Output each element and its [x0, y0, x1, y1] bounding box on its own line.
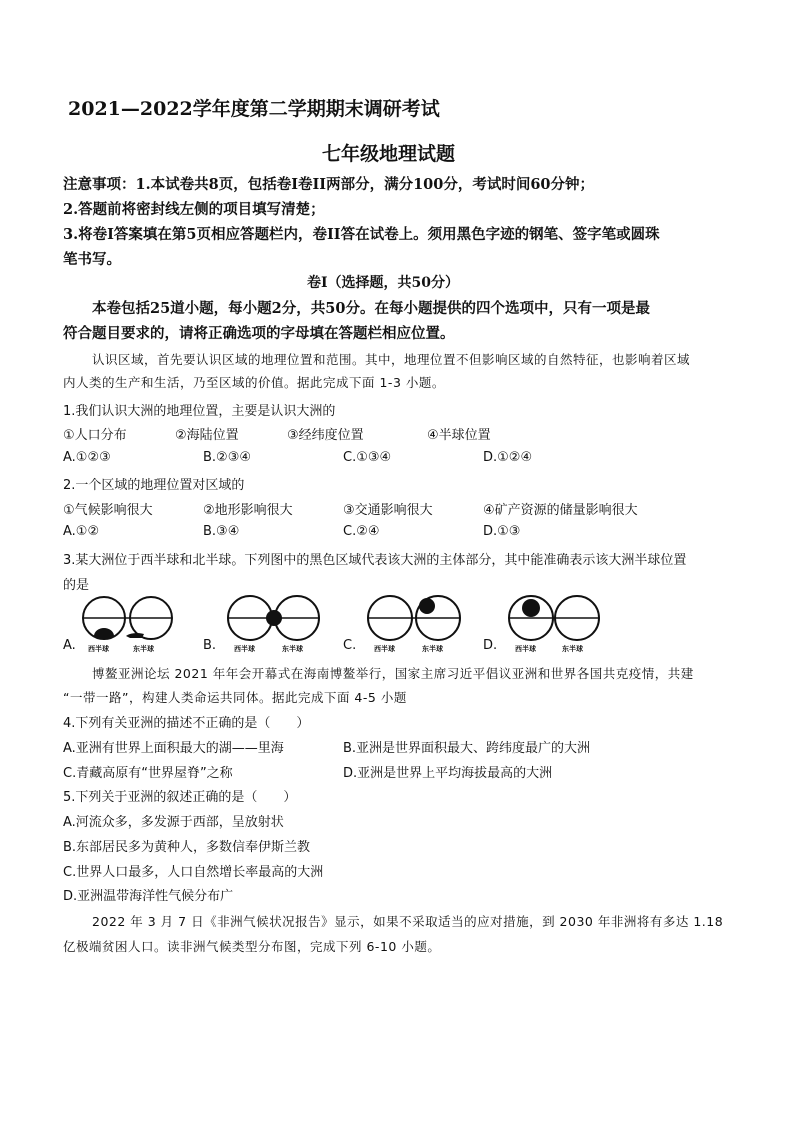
question-1-item: ④半球位置 — [427, 428, 491, 443]
hemisphere-diagram-d — [505, 594, 609, 654]
continent-shape — [94, 628, 114, 639]
passage-2-line-2: “一带一路”，构建人类命运共同体。据此完成下面 4-5 小题 — [63, 690, 407, 705]
exam-title: 2021—2022学年度第二学期期末调研考试 — [68, 98, 440, 120]
question-1-item: ②海陆位置 — [175, 428, 239, 443]
question-5-option-d[interactable]: D.亚洲温带海洋性气候分布广 — [63, 889, 234, 904]
question-2-option-c[interactable]: C.②④ — [343, 524, 380, 539]
question-2-option-d[interactable]: D.①③ — [483, 524, 521, 539]
question-5-option-c[interactable]: C.世界人口最多，人口自然增长率最高的大洲 — [63, 865, 324, 880]
east-hemisphere-label: 东半球 — [133, 645, 154, 653]
question-2-stem: 2.一个区域的地理位置对区域的 — [63, 478, 245, 493]
question-2-option-b[interactable]: B.③④ — [203, 524, 240, 539]
question-2-item: ③交通影响很大 — [343, 503, 433, 518]
section-intro-line-2: 符合题目要求的，请将正确选项的字母填在答题栏相应位置。 — [63, 325, 455, 342]
west-hemisphere-label: 西半球 — [374, 645, 395, 653]
west-hemisphere-label: 西半球 — [88, 645, 109, 653]
east-hemisphere-label: 东半球 — [562, 645, 583, 653]
note-line-1: 注意事项：1.本试卷共8页，包括卷I卷II两部分，满分100分，考试时间60分钟； — [63, 176, 595, 193]
question-5-option-a[interactable]: A.河流众多，多发源于西部，呈放射状 — [63, 815, 284, 830]
hemisphere-diagram-c — [364, 594, 470, 654]
east-hemisphere-label: 东半球 — [282, 645, 303, 653]
question-4-option-c[interactable]: C.青藏高原有“世界屋脊”之称 — [63, 766, 233, 781]
question-1-option-c[interactable]: C.①③④ — [343, 450, 392, 465]
question-1-item: ①人口分布 — [63, 428, 127, 443]
question-3-option-b[interactable]: B. — [203, 638, 217, 653]
question-3-option-c[interactable]: C. — [343, 638, 357, 653]
question-2-item: ②地形影响很大 — [203, 503, 293, 518]
continent-shape — [266, 610, 282, 626]
question-4-option-a[interactable]: A.亚洲有世界上面积最大的湖——里海 — [63, 741, 284, 756]
passage-2-line-1: 博鳌亚洲论坛 2021 年年会开幕式在海南博鳌举行，国家主席习近平倡议亚洲和世界各国共克疫情，共建 — [92, 666, 694, 681]
question-5-stem: 5.下列关于亚洲的叙述正确的是（ ） — [63, 790, 297, 805]
question-2-item: ④矿产资源的储量影响很大 — [483, 503, 638, 518]
passage-3-line-2: 亿极端贫困人口。读非洲气候类型分布图，完成下列 6-10 小题。 — [63, 939, 441, 954]
section-intro-line-1: 本卷包括25道小题，每小题2分，共50分。在每小题提供的四个选项中，只有一项是最 — [92, 300, 650, 317]
passage-1-line-2: 内人类的生产和生活，乃至区域的价值。据此完成下面 1-3 小题。 — [63, 375, 445, 390]
question-3-option-d[interactable]: D. — [483, 638, 498, 653]
note-line-4: 笔书写。 — [63, 251, 121, 268]
section-title: 卷I（选择题，共50分） — [307, 275, 460, 291]
note-line-2: 2.答题前将密封线左侧的项目填写清楚； — [63, 201, 325, 218]
question-4-option-b[interactable]: B.亚洲是世界面积最大、跨纬度最广的大洲 — [343, 741, 591, 756]
question-1-item: ③经纬度位置 — [287, 428, 364, 443]
question-3-option-a[interactable]: A. — [63, 638, 76, 653]
question-5-option-b[interactable]: B.东部居民多为黄种人，多数信奉伊斯兰教 — [63, 840, 311, 855]
west-hemisphere-label: 西半球 — [515, 645, 536, 653]
question-1-option-d[interactable]: D.①②④ — [483, 450, 533, 465]
hemisphere-diagram-b — [224, 594, 328, 654]
question-2-item: ①气候影响很大 — [63, 503, 153, 518]
east-hemisphere-label: 东半球 — [422, 645, 443, 653]
note-line-3: 3.将卷I答案填在第5页相应答题栏内，卷II答在试卷上。须用黑色字迹的钢笔、签字笔或圆珠 — [63, 226, 660, 243]
question-1-option-b[interactable]: B.②③④ — [203, 450, 252, 465]
question-2-option-a[interactable]: A.①② — [63, 524, 100, 539]
west-hemisphere-label: 西半球 — [234, 645, 255, 653]
hemisphere-diagram-a — [80, 594, 184, 654]
question-1-option-a[interactable]: A.①②③ — [63, 450, 111, 465]
question-1-stem: 1.我们认识大洲的地理位置，主要是认识大洲的 — [63, 404, 336, 419]
continent-shape — [522, 599, 540, 617]
passage-1-line-1: 认识区域，首先要认识区域的地理位置和范围。其中，地理位置不但影响区域的自然特征，也影响着区域 — [92, 352, 691, 367]
exam-subtitle: 七年级地理试题 — [322, 143, 456, 165]
question-4-stem: 4.下列有关亚洲的描述不正确的是（ ） — [63, 716, 310, 731]
question-3-stem-line-2: 的是 — [63, 578, 90, 593]
passage-3-line-1: 2022 年 3 月 7 日《非洲气候状况报告》显示，如果不采取适当的应对措施，到 2030 年非洲将有多达 1.18 — [92, 914, 724, 929]
question-3-stem-line-1: 3.某大洲位于西半球和北半球。下列图中的黑色区域代表该大洲的主体部分，其中能准确表示该大洲半球位置 — [63, 553, 687, 568]
continent-shape — [419, 598, 435, 614]
question-4-option-d[interactable]: D.亚洲是世界上平均海拔最高的大洲 — [343, 766, 553, 781]
continent-shape — [126, 633, 144, 638]
